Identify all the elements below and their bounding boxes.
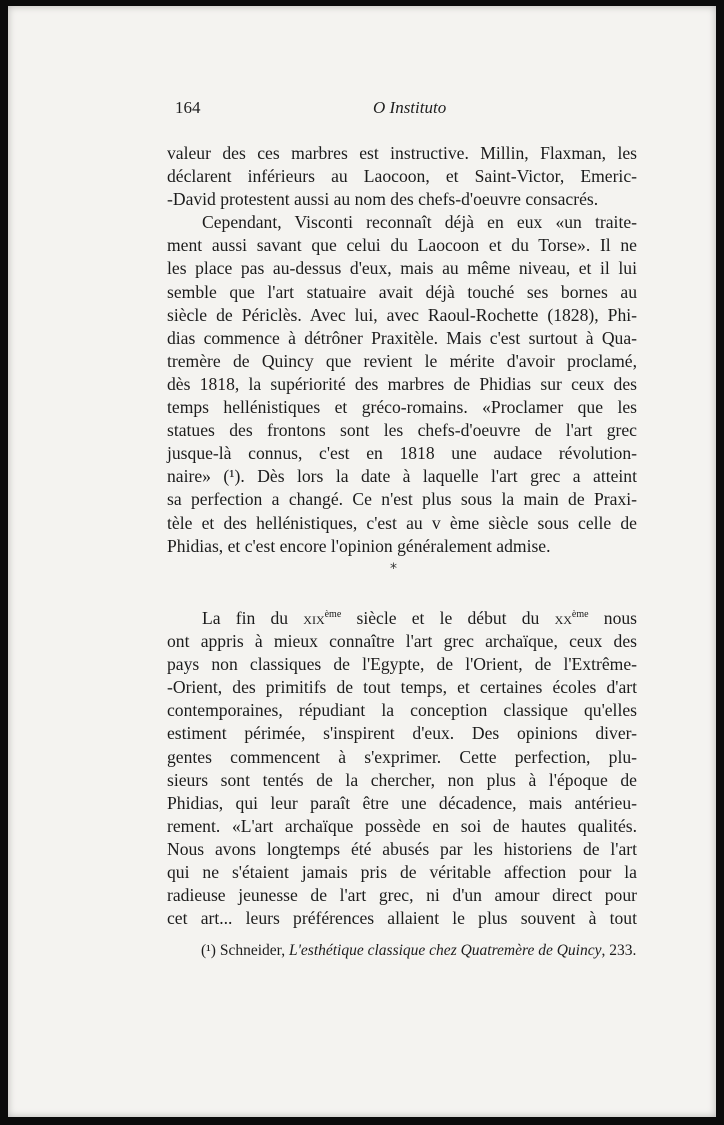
text-fragment: nous: [603, 608, 638, 628]
text-line: siècle de Périclès. Avec lui, avec Raoul-Rochette (1828), Phi-: [167, 304, 637, 325]
text-line: -Orient, des primitifs de tout temps, et certaines écoles d'art: [167, 677, 637, 698]
superscript: ème: [571, 609, 589, 621]
text-line: Cependant, Visconti reconnaît déjà en eux «un traite-: [202, 212, 637, 233]
text-line: qui ne s'étaient jamais pris de véritable affection pour la: [167, 862, 637, 883]
text-line: déclarent inférieurs au Laocoon, et Saint-Victor, Emeric-: [167, 166, 637, 187]
text-line: dias commence à détrôner Praxitèle. Mais c'est surtout à Qua-: [167, 327, 637, 348]
text-line: naire» (¹). Dès lors la date à laquelle l'art grec a atteint: [167, 466, 637, 487]
century-numeral: xix: [303, 608, 325, 628]
section-separator: *: [390, 561, 397, 577]
text-line: tremère de Quincy que revient le mérite d'avoir proclamé,: [167, 350, 637, 371]
superscript: ème: [324, 609, 342, 621]
text-line: jusque-là connus, c'est en 1818 une audace révolution-: [167, 443, 637, 464]
text-line: gentes commencent à s'exprimer. Cette perfection, plu-: [167, 746, 637, 767]
footnote: [201, 942, 636, 960]
text-line: radieuse jeunesse de l'art grec, ni d'un amour direct pour: [167, 885, 637, 906]
running-title: O Instituto: [373, 98, 447, 117]
text-line: ment aussi savant que celui du Laocoon et du Torse». Il ne: [167, 235, 637, 256]
text-line: valeur des ces marbres est instructive. Millin, Flaxman, les: [167, 143, 637, 163]
text-line: rement. «L'art archaïque possède en soi de hautes qualités.: [167, 815, 637, 836]
text-fragment: La fin du: [202, 608, 289, 628]
page-number: 164: [175, 98, 201, 117]
text-line: contemporaines, répudiant la conception classique qu'elles: [167, 700, 637, 721]
text-line: -David protestent aussi au nom des chefs-d'oeuvre consacrés.: [167, 189, 599, 210]
text-line: tèle et des hellénistiques, c'est au v ème siècle sous celle de: [167, 512, 637, 533]
century-numeral: xx: [554, 608, 572, 628]
text-line: statues des frontons sont les chefs-d'oeuvre de l'art grec: [167, 420, 637, 441]
text-line: temps hellénistiques et gréco-romains. «Proclamer que les: [167, 397, 637, 418]
text-line: ont appris à mieux connaître l'art grec archaïque, ceux des: [167, 631, 637, 652]
text-fragment: siècle et le début du: [356, 608, 540, 628]
text-line: Phidias, qui leur paraît être une décadence, mais antérieu-: [167, 792, 637, 813]
text-line: [167, 607, 637, 630]
text-line: dès 1818, la supériorité des marbres de Phidias sur ceux des: [167, 373, 637, 394]
text-line: Phidias, et c'est encore l'opinion généralement admise.: [167, 535, 551, 556]
text-line: pays non classiques de l'Egypte, de l'Orient, de l'Extrême-: [167, 654, 637, 675]
footnote-page: , 233.: [601, 942, 637, 959]
text-line: les place pas au-dessus d'eux, mais au même niveau, et il lui: [167, 258, 637, 279]
paragraph-1: [167, 142, 637, 558]
text-line: semble que l'art statuaire avait déjà touché ses bornes au: [167, 281, 637, 302]
footnote-marker: (¹): [201, 942, 216, 959]
footnote-author: Schneider,: [219, 942, 286, 959]
text-line: sa perfection a changé. Ce n'est plus sous la main de Praxi-: [167, 489, 637, 510]
text-line: estiment périmée, s'inspirent d'eux. Des opinions diver-: [167, 723, 637, 744]
text-line: cet art... leurs préférences allaient le plus souvent à tout: [167, 908, 637, 929]
page-header: [175, 98, 645, 124]
paragraph-2: [167, 607, 637, 930]
footnote-title: L'esthétique classique chez Quatremère de Quincy: [288, 942, 602, 959]
text-line: Nous avons longtemps été abusés par les historiens de l'art: [167, 838, 637, 859]
text-line: sieurs sont tentés de la chercher, non plus à l'époque de: [167, 769, 637, 790]
